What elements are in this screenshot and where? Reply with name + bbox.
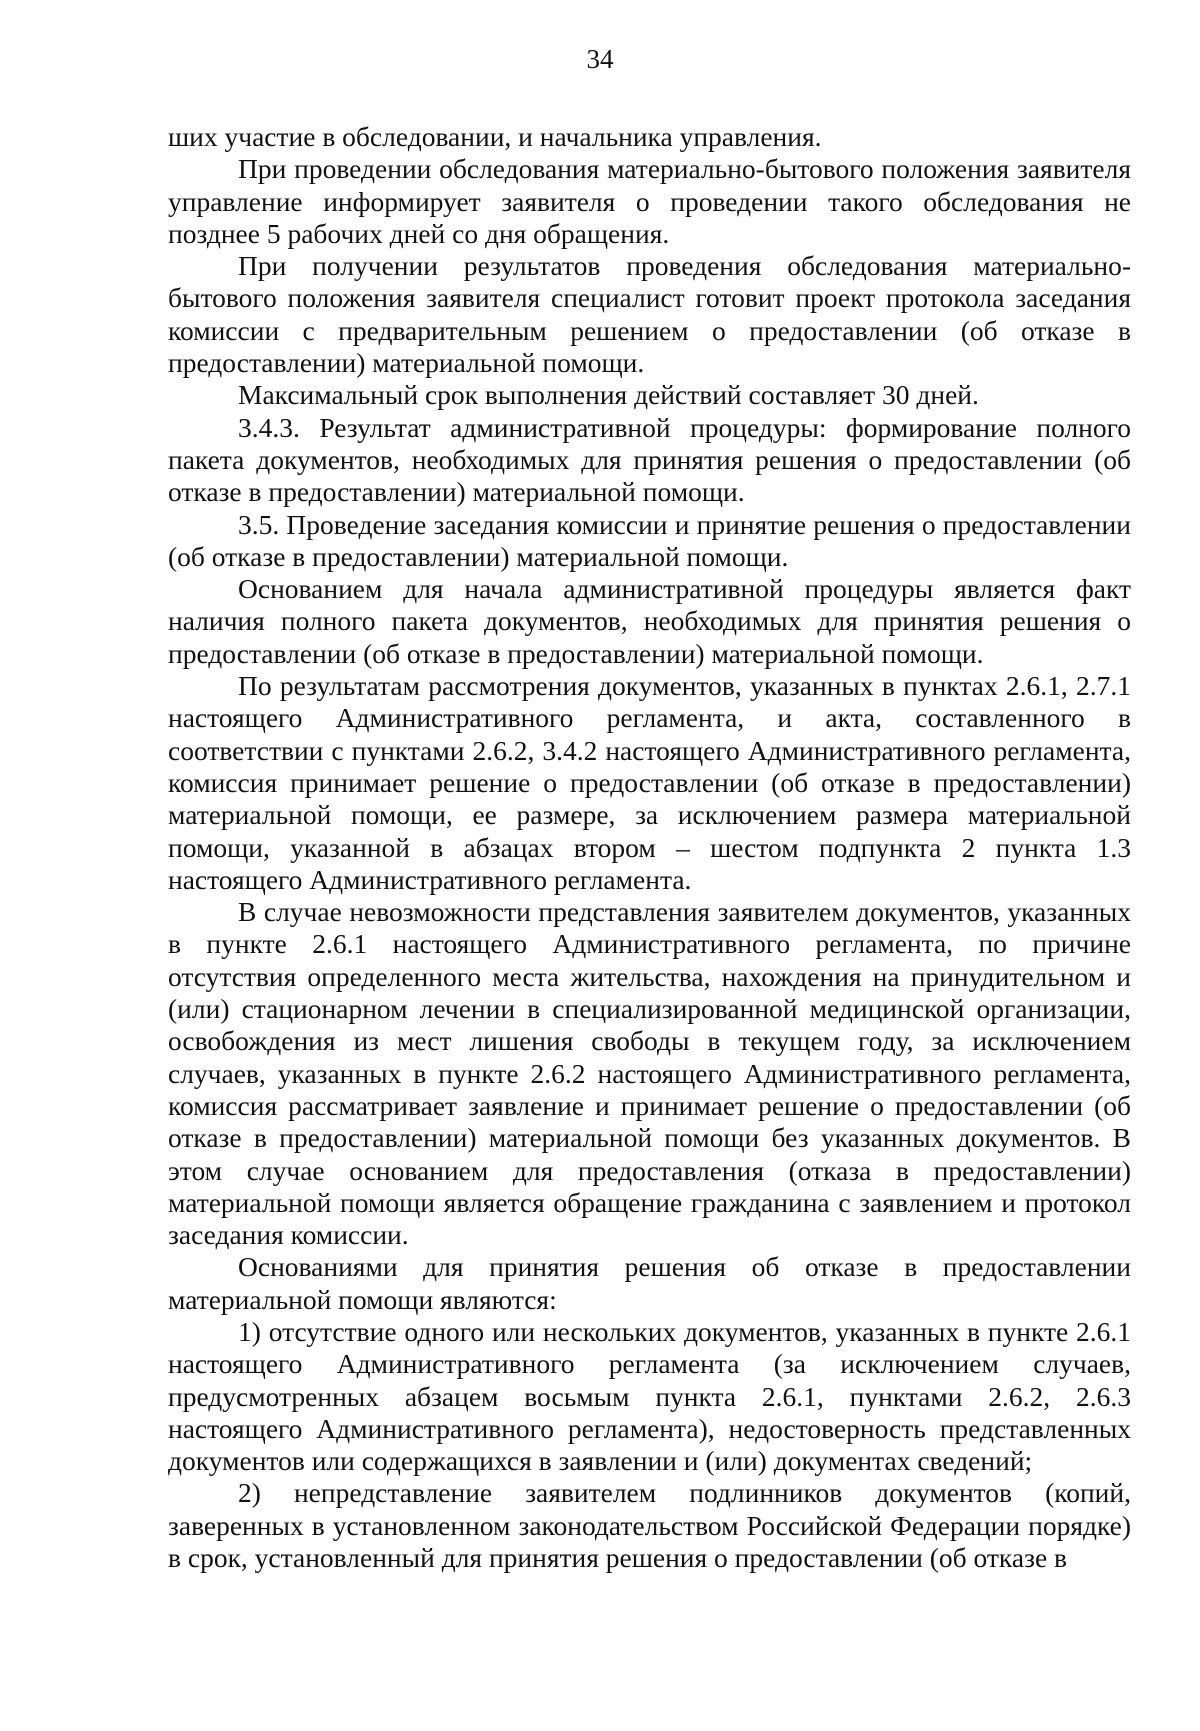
list-item-1: 1) отсутствие одного или нескольких документов, указанных в пункте 2.6.1 настоящего Административного регламента (за исключением случаев, предусмотренных абзацем восьмым пункта 2.6.1, пунктами 2.6.2, 2.6.3 настоящего Административного регламента), недостоверность представленных документов или содержащихся в заявлении и (или) документах сведений; xyxy=(168,1315,1131,1477)
paragraph-continuation: ших участие в обследовании, и начальника управления. xyxy=(168,121,822,152)
document-body xyxy=(168,121,1131,1574)
paragraph-refusal-grounds: Основаниями для принятия решения об отказе в предоставлении материальной помощи являются: xyxy=(168,1251,1131,1315)
paragraph-review-results: По результатам рассмотрения документов, указанных в пунктах 2.6.1, 2.7.1 настоящего Административного регламента, и акта, составленного в соответствии с пунктами 2.6.2, 3.4.2 настоящего Административного регламента, комиссия принимает решение о предоставлении (об отказе в предоставлении) материальной помощи, ее размере, за исключением размера материальной помощи, указанной в абзацах втором – шестом подпункта 2 пункта 1.3 настоящего Административного регламента. xyxy=(168,670,1131,895)
paragraph-3-5-heading: 3.5. Проведение заседания комиссии и принятие решения о предоставлении (об отказе в предоставлении) материальной помощи. xyxy=(168,508,1131,572)
paragraph-3-4-3: 3.4.3. Результат административной процедуры: формирование полного пакета документов, необходимых для принятия решения о предоставлении (об отказе в предоставлении) материальной помощи. xyxy=(168,411,1131,508)
page-number: 34 xyxy=(586,44,614,74)
paragraph-basis: Основанием для начала административной процедуры является факт наличия полного пакета документов, необходимых для принятия решения о предоставлении (об отказе в предоставлении) материальной помощи. xyxy=(168,573,1131,669)
paragraph-inspection-notice: При проведении обследования материально-бытового положения заявителя управление информирует заявителя о проведении такого обследования не позднее 5 рабочих дней со дня обращения. xyxy=(168,153,1131,249)
paragraph-inspection-results: При получении результатов проведения обследования материально-бытового положения заявителя специалист готовит проект протокола заседания комиссии с предварительным решением о предоставлении (об отказе в предоставлении) материальной помощи. xyxy=(168,250,1131,379)
list-item-2: 2) непредставление заявителем подлинников документов (копий, заверенных в установленном законодательством Российской Федерации порядке) в срок, установленный для принятия решения о предоставлении (об отказе в xyxy=(168,1477,1131,1574)
paragraph-max-term: Максимальный срок выполнения действий составляет 30 дней. xyxy=(238,379,979,411)
paragraph-impossibility-case: В случае невозможности представления заявителем документов, указанных в пункте 2.6.1 настоящего Административного регламента, по причине отсутствия определенного места жительства, нахождения на принудительном и (или) стационарном лечении в специализированной медицинской организации, освобождения из мест лишения свободы в текущем году, за исключением случаев, указанных в пункте 2.6.2 настоящего Административного регламента, комиссия рассматривает заявление и принимает решение о предоставлении (об отказе в предоставлении) материальной помощи без указанных документов. В этом случае основанием для предоставления (отказа в предоставлении) материальной помощи является обращение гражданина с заявлением и протокол заседания комиссии. xyxy=(168,896,1131,1251)
